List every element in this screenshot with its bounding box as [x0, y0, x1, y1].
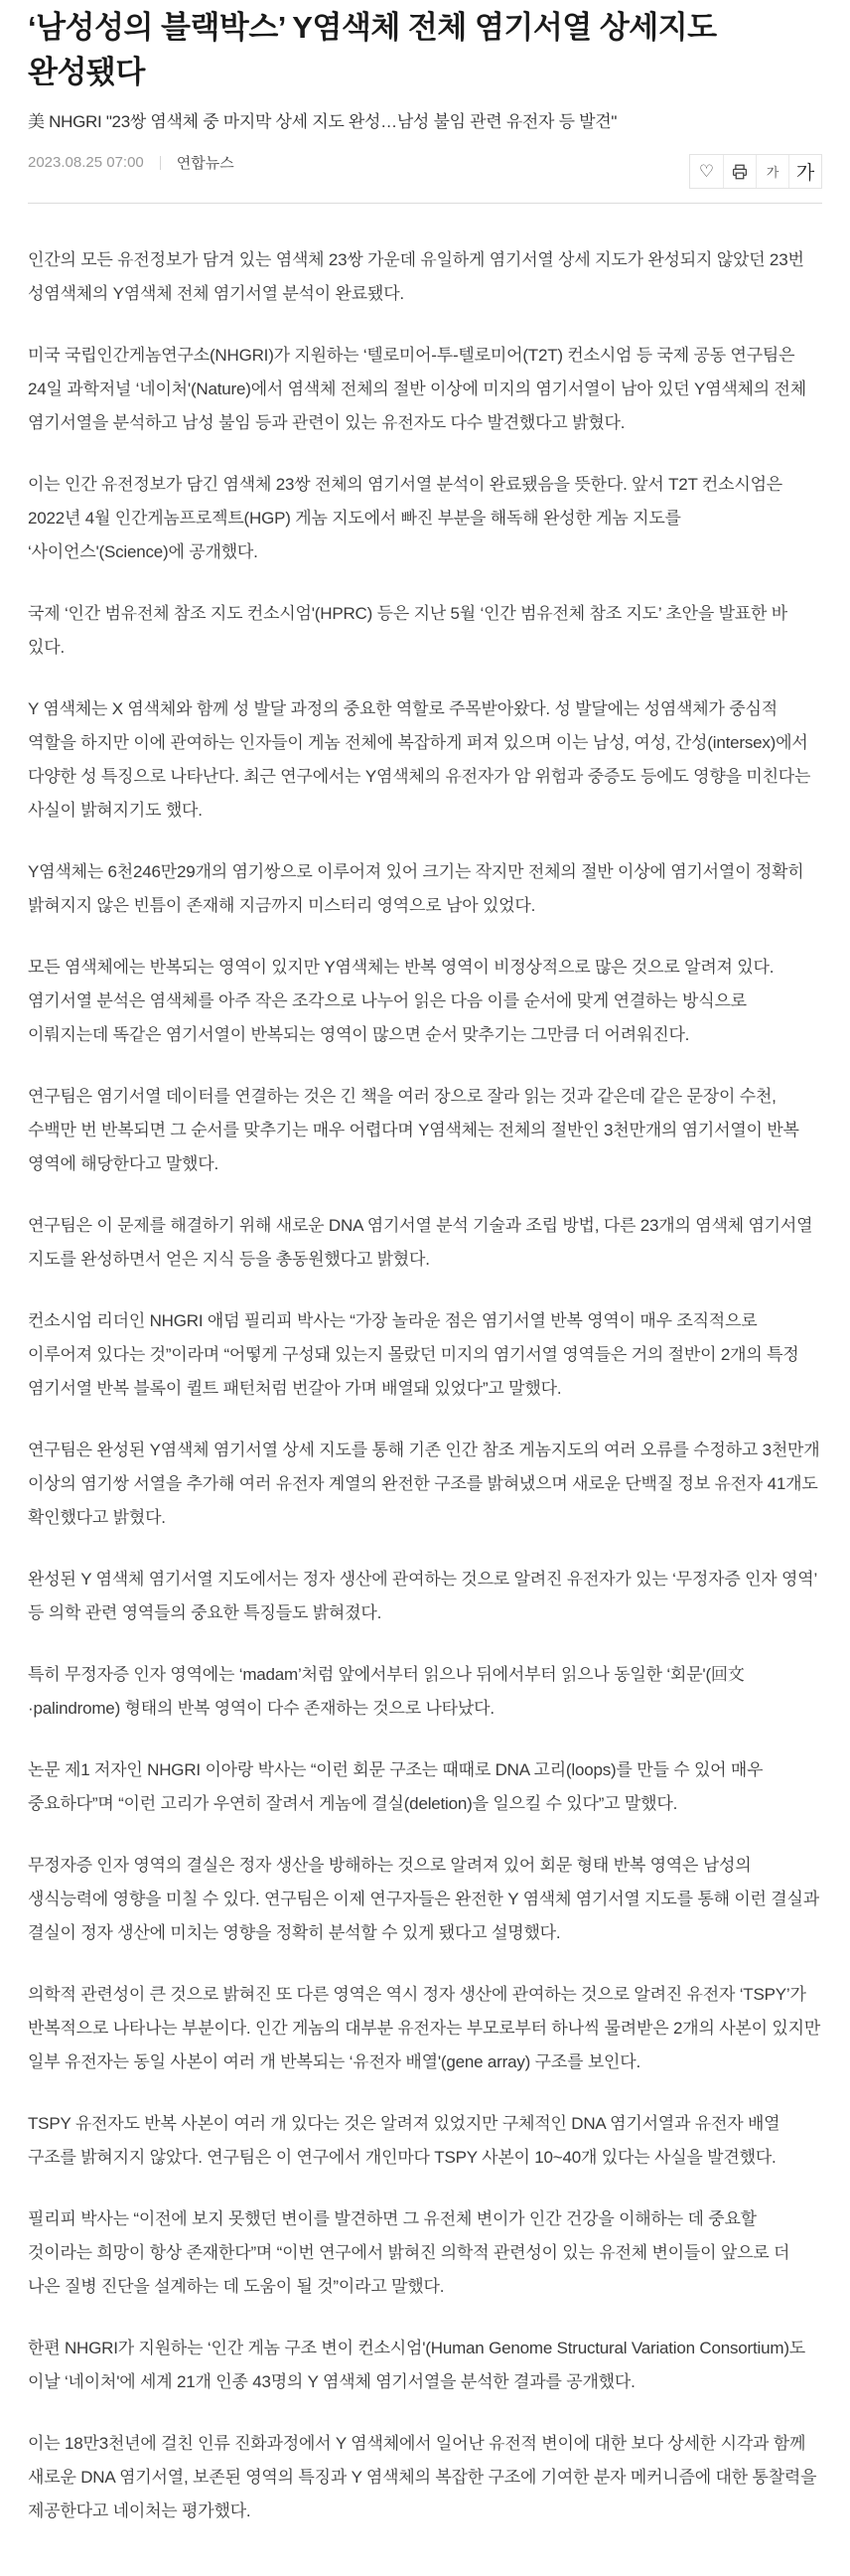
article-paragraph: 인간의 모든 유전정보가 담겨 있는 염색체 23쌍 가운데 유일하게 염기서열 상세 지도가 완성되지 않았던 23번 성염색체의 Y염색체 전체 염기서열 분석이 완료됐다.	[28, 250, 804, 304]
article-paragraph: 완성된 Y 염색체 염기서열 지도에서는 정자 생산에 관여하는 것으로 알려진 유전자가 있는 ‘무정자증 인자 영역’ 등 의학 관련 영역들의 중요한 특징들도 밝혀졌다.	[28, 1570, 817, 1623]
meta-info	[28, 148, 234, 173]
article-paragraph: 특히 무정자증 인자 영역에는 ‘madam’처럼 앞에서부터 읽으나 뒤에서부터 읽으나 동일한 ‘회문'(回文·palindrome) 형태의 반복 영역이 다수 존재하는 것으로 나타났다.	[28, 1665, 745, 1719]
font-size-decrease-button[interactable]	[756, 155, 788, 188]
font-increase-icon: 가	[795, 163, 815, 185]
article-paragraph: 이는 18만3천년에 걸친 인류 진화과정에서 Y 염색체에서 일어난 유전적 변이에 대한 보다 상세한 시각과 함께 새로운 DNA 염기서열, 보존된 영역의 특징과 Y 염색체의 복잡한 구조에 기여한 분자 메커니즘에 대한 통찰력을 제공한다고 네이처는 평가했다.	[28, 2434, 817, 2521]
article-paragraph: Y 염색체는 X 염색체와 함께 성 발달 과정의 중요한 역할로 주목받아왔다. 성 발달에는 성염색체가 중심적 역할을 하지만 이에 관여하는 인자들이 게놈 전체에 복잡하게 퍼져 있으며 이는 남성, 여성, 간성(intersex)에서 다양한 성 특징으로 나타난다. 최근 연구에서는 Y염색체의 유전자가 암 위험과 중증도 등에도 영향을 미친다는 사실이 밝혀지기도 했다.	[28, 699, 811, 821]
article-paragraph: 연구팀은 완성된 Y염색체 염기서열 상세 지도를 통해 기존 인간 참조 게놈지도의 여러 오류를 수정하고 3천만개 이상의 염기쌍 서열을 추가해 여러 유전자 계열의 완전한 구조를 밝혀냈으며 새로운 단백질 정보 유전자 41개도 확인했다고 밝혔다.	[28, 1440, 820, 1528]
article-title: ‘남성성의 블랙박스’ Y염색체 전체 염기서열 상세지도 완성됐다	[28, 10, 717, 89]
article-header	[28, 0, 822, 189]
heart-icon: ♡	[698, 162, 715, 182]
article-paragraph: 국제 ‘인간 범유전체 참조 지도 컨소시엄'(HPRC) 등은 지난 5월 ‘인간 범유전체 참조 지도’ 초안을 발표한 바 있다.	[28, 604, 787, 658]
article-paragraph: Y염색체는 6천246만29개의 염기쌍으로 이루어져 있어 크기는 작지만 전체의 절반 이상에 염기서열이 정확히 밝혀지지 않은 빈틈이 존재해 지금까지 미스터리 영역으로 남아 있었다.	[28, 862, 804, 916]
article-body	[28, 204, 822, 2576]
news-source[interactable]: 연합뉴스	[176, 155, 234, 173]
like-button[interactable]	[690, 155, 723, 188]
article-paragraph: 의학적 관련성이 큰 것으로 밝혀진 또 다른 영역은 역시 정자 생산에 관여하는 것으로 알려진 유전자 ‘TSPY’가 반복적으로 나타나는 부분이다. 인간 게놈의 대부분 유전자는 부모로부터 하나씩 물려받은 2개의 사본이 있지만 일부 유전자는 동일 사본이 여러 개 반복되는 ‘유전자 배열'(gene array) 구조를 보인다.	[28, 1985, 821, 2072]
article-paragraph: 컨소시엄 리더인 NHGRI 애덤 필리피 박사는 “가장 놀라운 점은 염기서열 반복 영역이 매우 조직적으로 이루어져 있다는 것”이라며 “어떻게 구성돼 있는지 몰랐던 미지의 염기서열 영역들은 거의 절반이 2개의 특정 염기서열 반복 블록이 퀼트 패턴처럼 번갈아 가며 배열돼 있었다”고 말했다.	[28, 1311, 799, 1399]
article-paragraph: 필리피 박사는 “이전에 보지 못했던 변이를 발견하면 그 유전체 변이가 인간 건강을 이해하는 데 중요할 것이라는 희망이 항상 존재한다”며 “이번 연구에서 밝혀진 의학적 관련성이 있는 유전체 변이들이 앞으로 더 나은 질병 진단을 설계하는 데 도움이 될 것”이라고 말했다.	[28, 2209, 790, 2297]
article-paragraph: 모든 염색체에는 반복되는 영역이 있지만 Y염색체는 반복 영역이 비정상적으로 많은 것으로 알려져 있다. 염기서열 분석은 염색체를 아주 작은 조각으로 나누어 읽은 다음 이를 순서에 맞게 연결하는 방식으로 이뤄지는데 똑같은 염기서열이 반복되는 영역이 많으면 순서 맞추기는 그만큼 더 어려워진다.	[28, 958, 775, 1045]
publish-date: 2023.08.25 07:00	[28, 154, 144, 172]
article-paragraph: 무정자증 인자 영역의 결실은 정자 생산을 방해하는 것으로 알려져 있어 회문 형태 반복 영역은 남성의 생식능력에 영향을 미칠 수 있다. 연구팀은 이제 연구자들은 완전한 Y 염색체 염기서열 지도를 통해 이런 결실과 결실이 정자 생산에 미치는 영향을 정확히 분석할 수 있게 됐다고 설명했다.	[28, 1856, 819, 1943]
article-paragraph: 연구팀은 이 문제를 해결하기 위해 새로운 DNA 염기서열 분석 기술과 조립 방법, 다른 23개의 염색체 염기서열 지도를 완성하면서 얻은 지식 등을 총동원했다고 밝혔다.	[28, 1216, 813, 1270]
printer-icon	[731, 163, 749, 181]
font-decrease-icon: 가	[766, 165, 779, 181]
meta-separator	[160, 156, 161, 170]
print-button[interactable]	[723, 155, 756, 188]
font-size-increase-button[interactable]	[788, 155, 821, 188]
article-action-group	[689, 154, 822, 189]
article-subtitle: 美 NHGRI "23쌍 염색체 중 마지막 상세 지도 완성…남성 불임 관련 유전자 등 발견"	[28, 111, 618, 131]
article-paragraph: 한편 NHGRI가 지원하는 ‘인간 게놈 구조 변이 컨소시엄'(Human Genome Structural Variation Consortium)도 이날 ‘네이처'에 세계 21개 인종 43명의 Y 염색체 염기서열을 분석한 결과를 공개했다.	[28, 2339, 806, 2392]
article-paragraph: 미국 국립인간게놈연구소(NHGRI)가 지원하는 ‘텔로미어-투-텔로미어(T2T) 컨소시엄 등 국제 공동 연구팀은 24일 과학저널 ‘네이처'(Nature)에서 염색체 전체의 절반 이상에 미지의 염기서열이 남아 있던 Y염색체의 전체 염기서열을 분석하고 남성 불임 등과 관련이 있는 유전자도 다수 발견했다고 밝혔다.	[28, 346, 806, 433]
meta-row	[28, 148, 822, 189]
article-paragraph: TSPY 유전자도 반복 사본이 여러 개 있다는 것은 알려져 있었지만 구체적인 DNA 염기서열과 유전자 배열 구조를 밝혀지지 않았다. 연구팀은 이 연구에서 개인마다 TSPY 사본이 10~40개 있다는 사실을 발견했다.	[28, 2114, 780, 2168]
article-paragraph: 이는 인간 유전정보가 담긴 염색체 23쌍 전체의 염기서열 분석이 완료됐음을 뜻한다. 앞서 T2T 컨소시엄은 2022년 4월 인간게놈프로젝트(HGP) 게놈 지도에서 빠진 부분을 해독해 완성한 게놈 지도를 ‘사이언스'(Science)에 공개했다.	[28, 475, 783, 562]
article-paragraph: 논문 제1 저자인 NHGRI 이아랑 박사는 “이런 회문 구조는 때때로 DNA 고리(loops)를 만들 수 있어 매우 중요하다”며 “이런 고리가 우연히 잘려서 게놈에 결실(deletion)을 일으킬 수 있다”고 말했다.	[28, 1760, 764, 1814]
article-paragraph: 연구팀은 염기서열 데이터를 연결하는 것은 긴 책을 여러 장으로 잘라 읽는 것과 같은데 같은 문장이 수천, 수백만 번 반복되면 그 순서를 맞추기는 매우 어렵다며 Y염색체는 전체의 절반인 3천만개의 염기서열이 반복 영역에 해당한다고 말했다.	[28, 1087, 799, 1174]
